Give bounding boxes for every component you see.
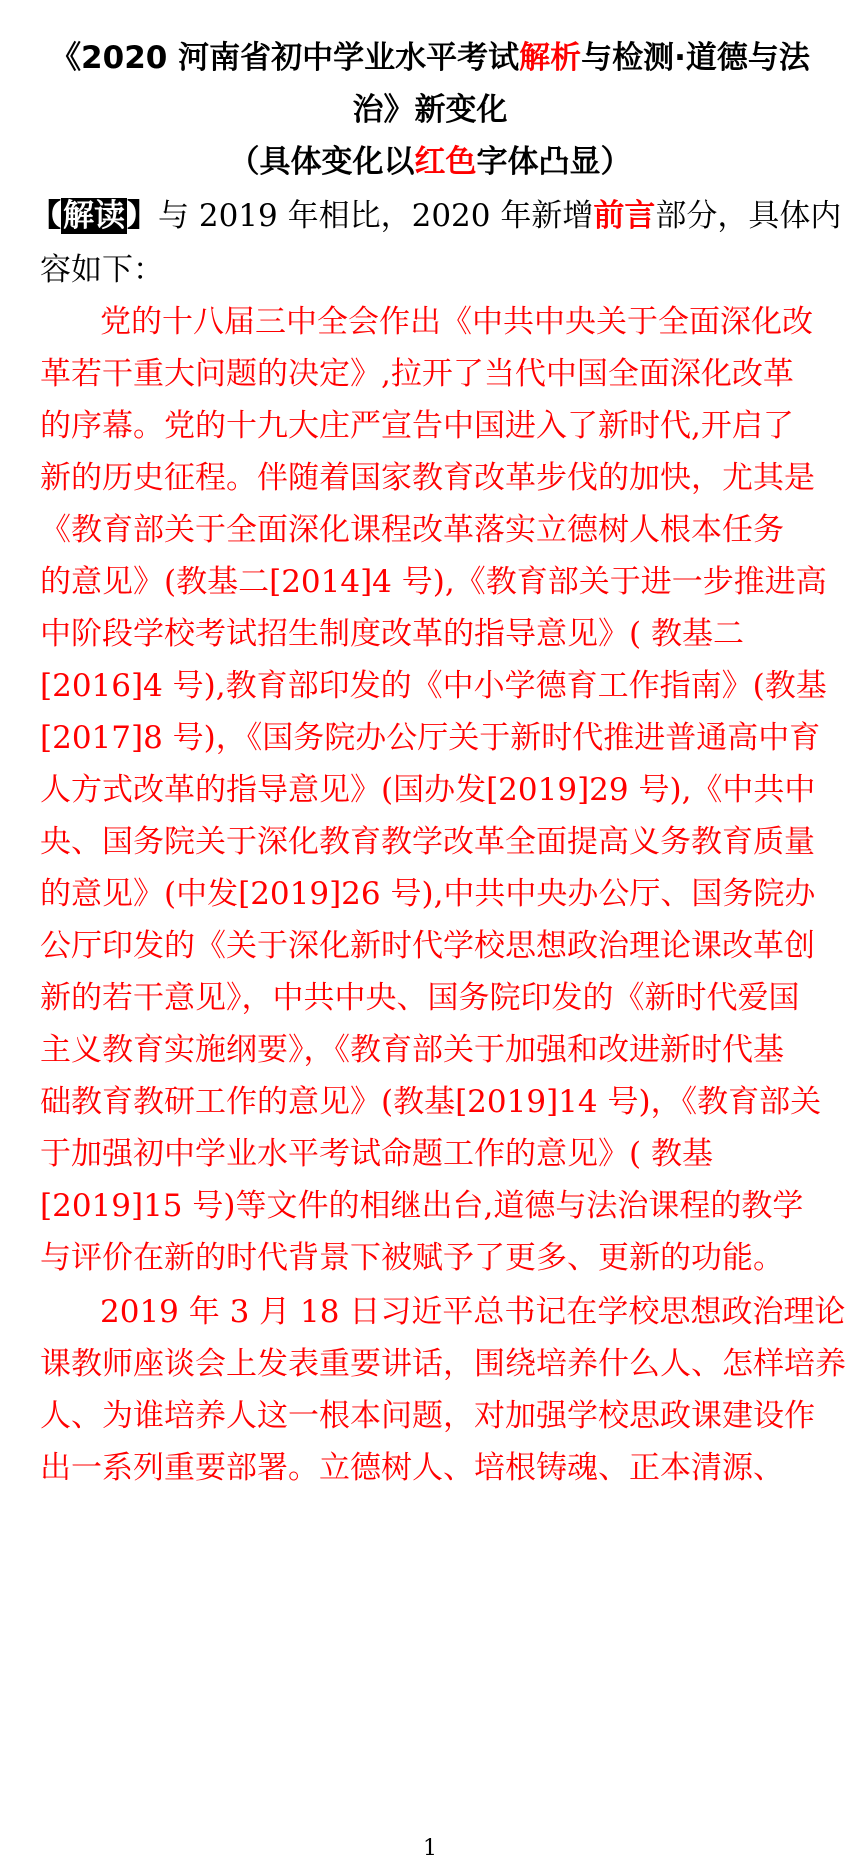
- intro-highlight: 前言: [593, 198, 656, 234]
- paragraph-1-line: [0, 718, 860, 758]
- subtitle-highlight: 红色: [414, 144, 477, 180]
- paragraph-1-text: 新的历史征程。伴随着国家教育改革步伐的加快，尤其是: [40, 460, 815, 496]
- paragraph-1-text: [2016]4 号),教育部印发的《中小学德育工作指南》(教基: [40, 668, 827, 704]
- paragraph-1-text: [2017]8 号)，《国务院办公厅关于新时代推进普通高中育: [40, 720, 821, 756]
- label-bracket-open: 【: [30, 198, 61, 234]
- paragraph-1-text: 公厅印发的《关于深化新时代学校思想政治理论课改革创: [40, 928, 815, 964]
- paragraph-1-line: [0, 406, 860, 446]
- title-suffix: 与检测·道德与法: [581, 40, 810, 76]
- paragraph-1-line: [0, 302, 860, 342]
- paragraph-2-text: 人、为谁培养人这一根本问题，对加强学校思政课建设作: [40, 1398, 815, 1434]
- intro-line-1: [0, 196, 860, 236]
- paragraph-1-text: 央、国务院关于深化教育教学改革全面提高义务教育质量: [40, 824, 815, 860]
- paragraph-2-line: [0, 1344, 860, 1384]
- paragraph-1-text: 中阶段学校考试招生制度改革的指导意见》( 教基二: [40, 616, 744, 652]
- paragraph-2-text: 出一系列重要部署。立德树人、培根铸魂、正本清源、: [40, 1450, 784, 1486]
- paragraph-1-text: 人方式改革的指导意见》(国办发[2019]29 号),《中共中: [40, 772, 816, 808]
- paragraph-1-line: [0, 458, 860, 498]
- paragraph-1-line: [0, 1030, 860, 1070]
- paragraph-1-text: [2019]15 号)等文件的相继出台,道德与法治课程的教学: [40, 1188, 804, 1224]
- paragraph-1-text: 的意见》(中发[2019]26 号),中共中央办公厅、国务院办: [40, 876, 816, 912]
- title-line-1: [0, 38, 860, 78]
- title-highlight: 解析: [519, 40, 582, 76]
- title-prefix: 《2020 河南省初中学业水平考试: [50, 40, 520, 76]
- paragraph-1-line: [0, 562, 860, 602]
- paragraph-1-line: [0, 666, 860, 706]
- paragraph-1-line: [0, 822, 860, 862]
- paragraph-1-line: [0, 926, 860, 966]
- paragraph-1-text: 党的十八届三中全会作出《中共中央关于全面深化改: [100, 304, 813, 340]
- paragraph-1-text: 的意见》(教基二[2014]4 号),《教育部关于进一步推进高: [40, 564, 827, 600]
- title-line-2: [0, 90, 860, 130]
- label-tag: 解读: [63, 198, 125, 234]
- paragraph-1-line: [0, 614, 860, 654]
- paragraph-1-line: [0, 874, 860, 914]
- paragraph-1-text: 新的若干意见》，中共中央、国务院印发的《新时代爱国: [40, 980, 800, 1016]
- paragraph-1-text: 的序幕。党的十九大庄严宣告中国进入了新时代,开启了: [40, 408, 794, 444]
- subtitle-prefix: （具体变化以: [228, 144, 415, 180]
- paragraph-2-line: [0, 1448, 860, 1488]
- paragraph-1-line: [0, 1082, 860, 1122]
- paragraph-1-line: [0, 1186, 860, 1226]
- paragraph-2-line: [0, 1396, 860, 1436]
- paragraph-1-text: 础教育教研工作的意见》(教基[2019]14 号)，《教育部关: [40, 1084, 822, 1120]
- intro-text-3: 容如下：: [40, 252, 164, 288]
- paragraph-1-line: [0, 1238, 860, 1278]
- paragraph-1-line: [0, 510, 860, 550]
- label-bracket-close: 】: [127, 198, 158, 234]
- paragraph-1-text: 主义教育实施纲要》，《教育部关于加强和改进新时代基: [40, 1032, 784, 1068]
- paragraph-2-line: [0, 1292, 860, 1332]
- page-number: 1: [423, 1836, 437, 1861]
- paragraph-1-text: 于加强初中学业水平考试命题工作的意见》( 教基: [40, 1136, 713, 1172]
- subtitle-line: [0, 142, 860, 182]
- intro-text-2: 部分，具体内: [655, 198, 842, 234]
- intro-line-2: [0, 250, 860, 290]
- paragraph-1-line: [0, 354, 860, 394]
- paragraph-1-text: 与评价在新的时代背景下被赋予了更多、更新的功能。: [40, 1240, 784, 1276]
- paragraph-1-line: [0, 978, 860, 1018]
- paragraph-1-text: 革若干重大问题的决定》,拉开了当代中国全面深化改革: [40, 356, 794, 392]
- paragraph-2-text: 2019 年 3 月 18 日习近平总书记在学校思想政治理论: [100, 1294, 846, 1330]
- paragraph-1-text: 《教育部关于全面深化课程改革落实立德树人根本任务: [40, 512, 784, 548]
- paragraph-1-line: [0, 770, 860, 810]
- intro-text-1: 与 2019 年相比，2020 年新增: [158, 198, 594, 234]
- subtitle-suffix: 字体凸显）: [476, 144, 632, 180]
- paragraph-1-line: [0, 1134, 860, 1174]
- paragraph-2-text: 课教师座谈会上发表重要讲话，围绕培养什么人、怎样培养: [40, 1346, 846, 1382]
- title-line-2-text: 治》新变化: [352, 92, 508, 128]
